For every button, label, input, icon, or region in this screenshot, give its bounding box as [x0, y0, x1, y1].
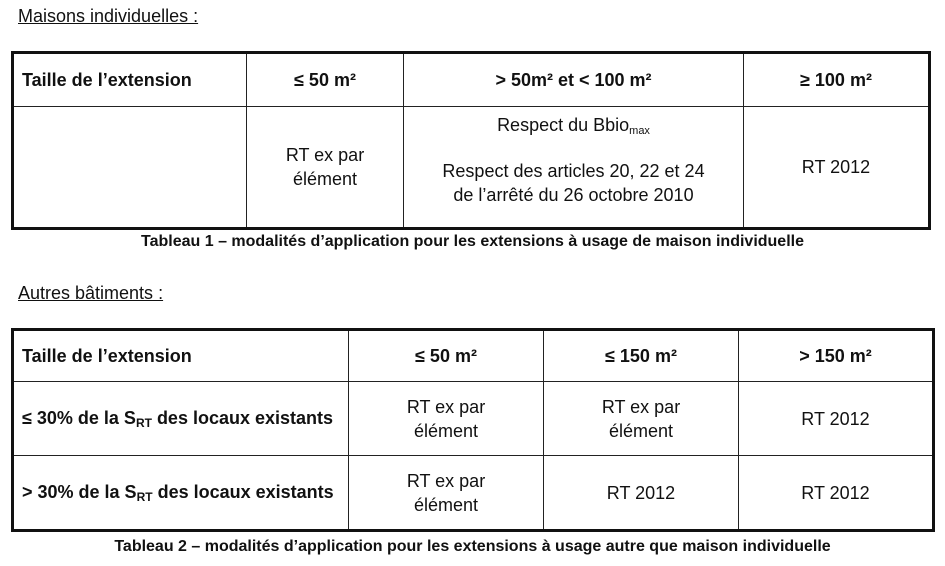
caption-tableau-1: Tableau 1 – modalités d’application pour les extensions à usage de maison individuelle	[141, 233, 804, 250]
cell-rt-ex: RT ex par élément	[349, 382, 544, 456]
section-title-maisons: Maisons individuelles :	[18, 6, 199, 26]
table-header-row	[13, 53, 930, 107]
arrete-line: de l’arrêté du 26 octobre 2010	[453, 185, 694, 205]
bbio-label: Respect du Bbio	[497, 115, 630, 135]
header-le-50: ≤ 50 m²	[349, 330, 544, 382]
row-label-le-30: ≤ 30% de la SRT des locaux existants	[13, 382, 349, 456]
header-le-50: ≤ 50 m²	[247, 53, 404, 107]
cell-rt-2012: RT 2012	[739, 382, 934, 456]
cell-rt-ex: RT ex par élément	[544, 382, 739, 456]
bbio-sub: max	[629, 125, 650, 137]
caption-tableau-2: Tableau 2 – modalités d’application pour les extensions à usage autre que maison individuelle	[114, 538, 831, 555]
table-row	[13, 382, 934, 456]
cell-rt-ex: RT ex par élément	[349, 456, 544, 531]
cell-rt-2012: RT 2012	[744, 107, 930, 229]
cell-respect-bbio	[404, 107, 744, 229]
header-ge-100: ≥ 100 m²	[744, 53, 930, 107]
header-50-100: > 50m² et < 100 m²	[404, 53, 744, 107]
empty-cell	[13, 107, 247, 229]
row-label-gt-30: > 30% de la SRT des locaux existants	[13, 456, 349, 531]
cell-rt-2012: RT 2012	[544, 456, 739, 531]
table-row	[13, 107, 930, 229]
header-gt-150: > 150 m²	[739, 330, 934, 382]
table-autres-batiments	[11, 328, 935, 532]
header-taille: Taille de l’extension	[13, 53, 247, 107]
table-maisons-individuelles	[11, 51, 931, 230]
section-title-autres: Autres bâtiments :	[18, 283, 164, 303]
header-le-150: ≤ 150 m²	[544, 330, 739, 382]
cell-rt-2012: RT 2012	[739, 456, 934, 531]
table-row	[13, 456, 934, 531]
cell-rt-ex: RT ex par élément	[247, 107, 404, 229]
header-taille: Taille de l’extension	[13, 330, 349, 382]
articles-line: Respect des articles 20, 22 et 24	[442, 161, 705, 181]
table-header-row	[13, 330, 934, 382]
